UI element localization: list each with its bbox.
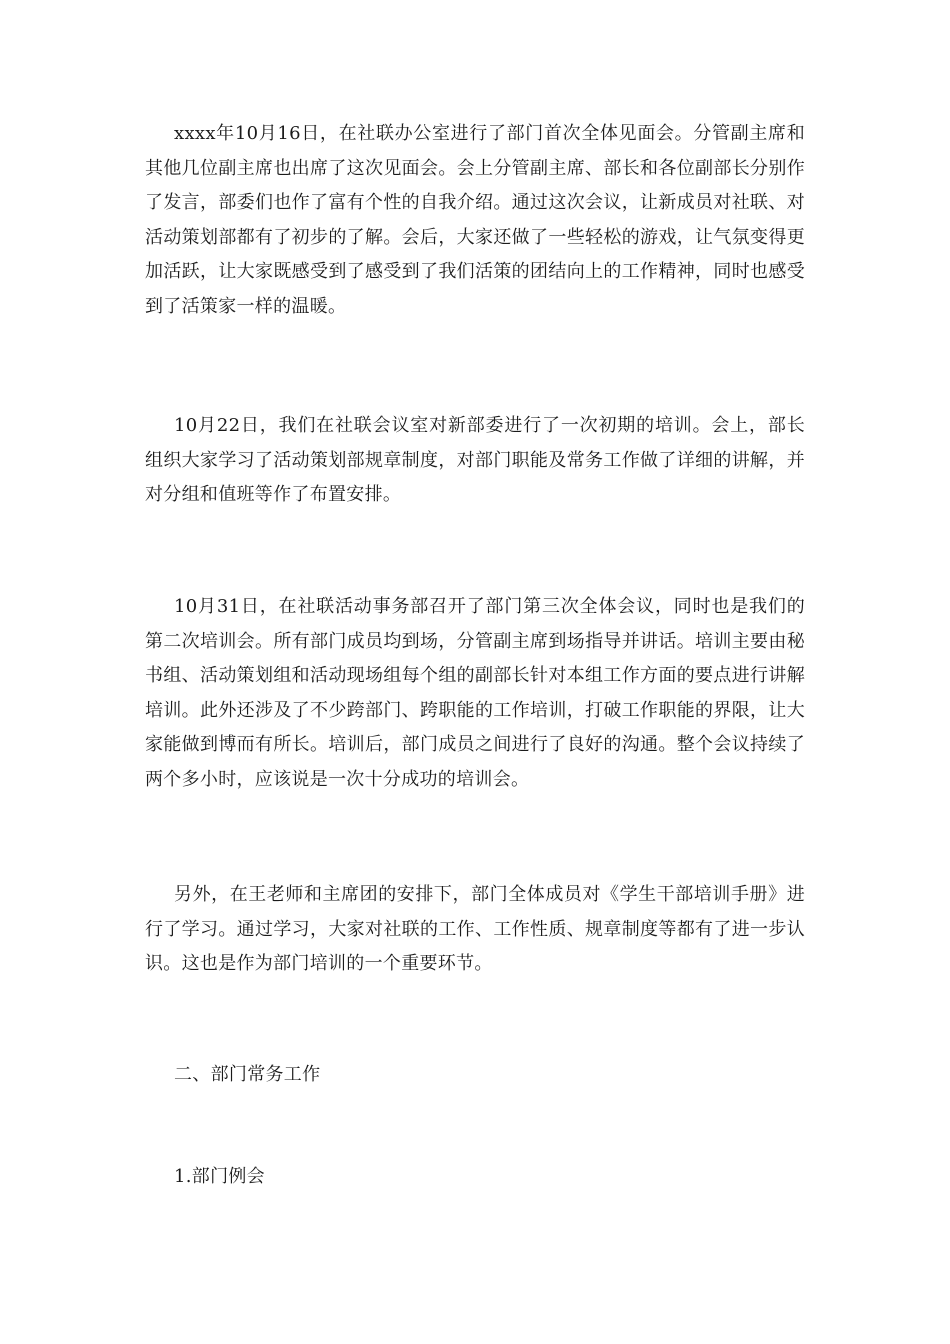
- paragraph-first-meeting: xxxx年10月16日，在社联办公室进行了部门首次全体见面会。分管副主席和其他几位副主席也出席了这次见面会。会上分管副主席、部长和各位副部长分别作了发言，部委们也作了富有个性的自我介绍。通过这次会议，让新成员对社联、对活动策划部都有了初步的了解。会后，大家还做了一些轻松的游戏，让气氛变得更加活跃，让大家既感受到了感受到了我们活策的团结向上的工作精神，同时也感受到了活策家一样的温暖。: [145, 123, 805, 317]
- paragraph-handbook-study: 另外，在王老师和主席团的安排下，部门全体成员对《学生干部培训手册》进行了学习。通过学习，大家对社联的工作、工作性质、规章制度等都有了进一步认识。这也是作为部门培训的一个重要环节。: [145, 884, 805, 974]
- paragraph-initial-training: 10月22日，我们在社联会议室对新部委进行了一次初期的培训。会上，部长组织大家学习了活动策划部规章制度，对部门职能及常务工作做了详细的讲解，并对分组和值班等作了布置安排。: [145, 415, 805, 505]
- subsection-heading: 1.部门例会: [174, 1166, 265, 1187]
- section-heading: 二、部门常务工作: [174, 1064, 321, 1085]
- paragraph-second-training: 10月31日，在社联活动事务部召开了部门第三次全体会议，同时也是我们的第二次培训会。所有部门成员均到场，分管副主席到场指导并讲话。培训主要由秘书组、活动策划组和活动现场组每个组的副部长针对本组工作方面的要点进行讲解培训。此外还涉及了不少跨部门、跨职能的工作培训，打破工作职能的界限，让大家能做到博而有所长。培训后，部门成员之间进行了良好的沟通。整个会议持续了两个多小时，应该说是一次十分成功的培训会。: [145, 596, 805, 790]
